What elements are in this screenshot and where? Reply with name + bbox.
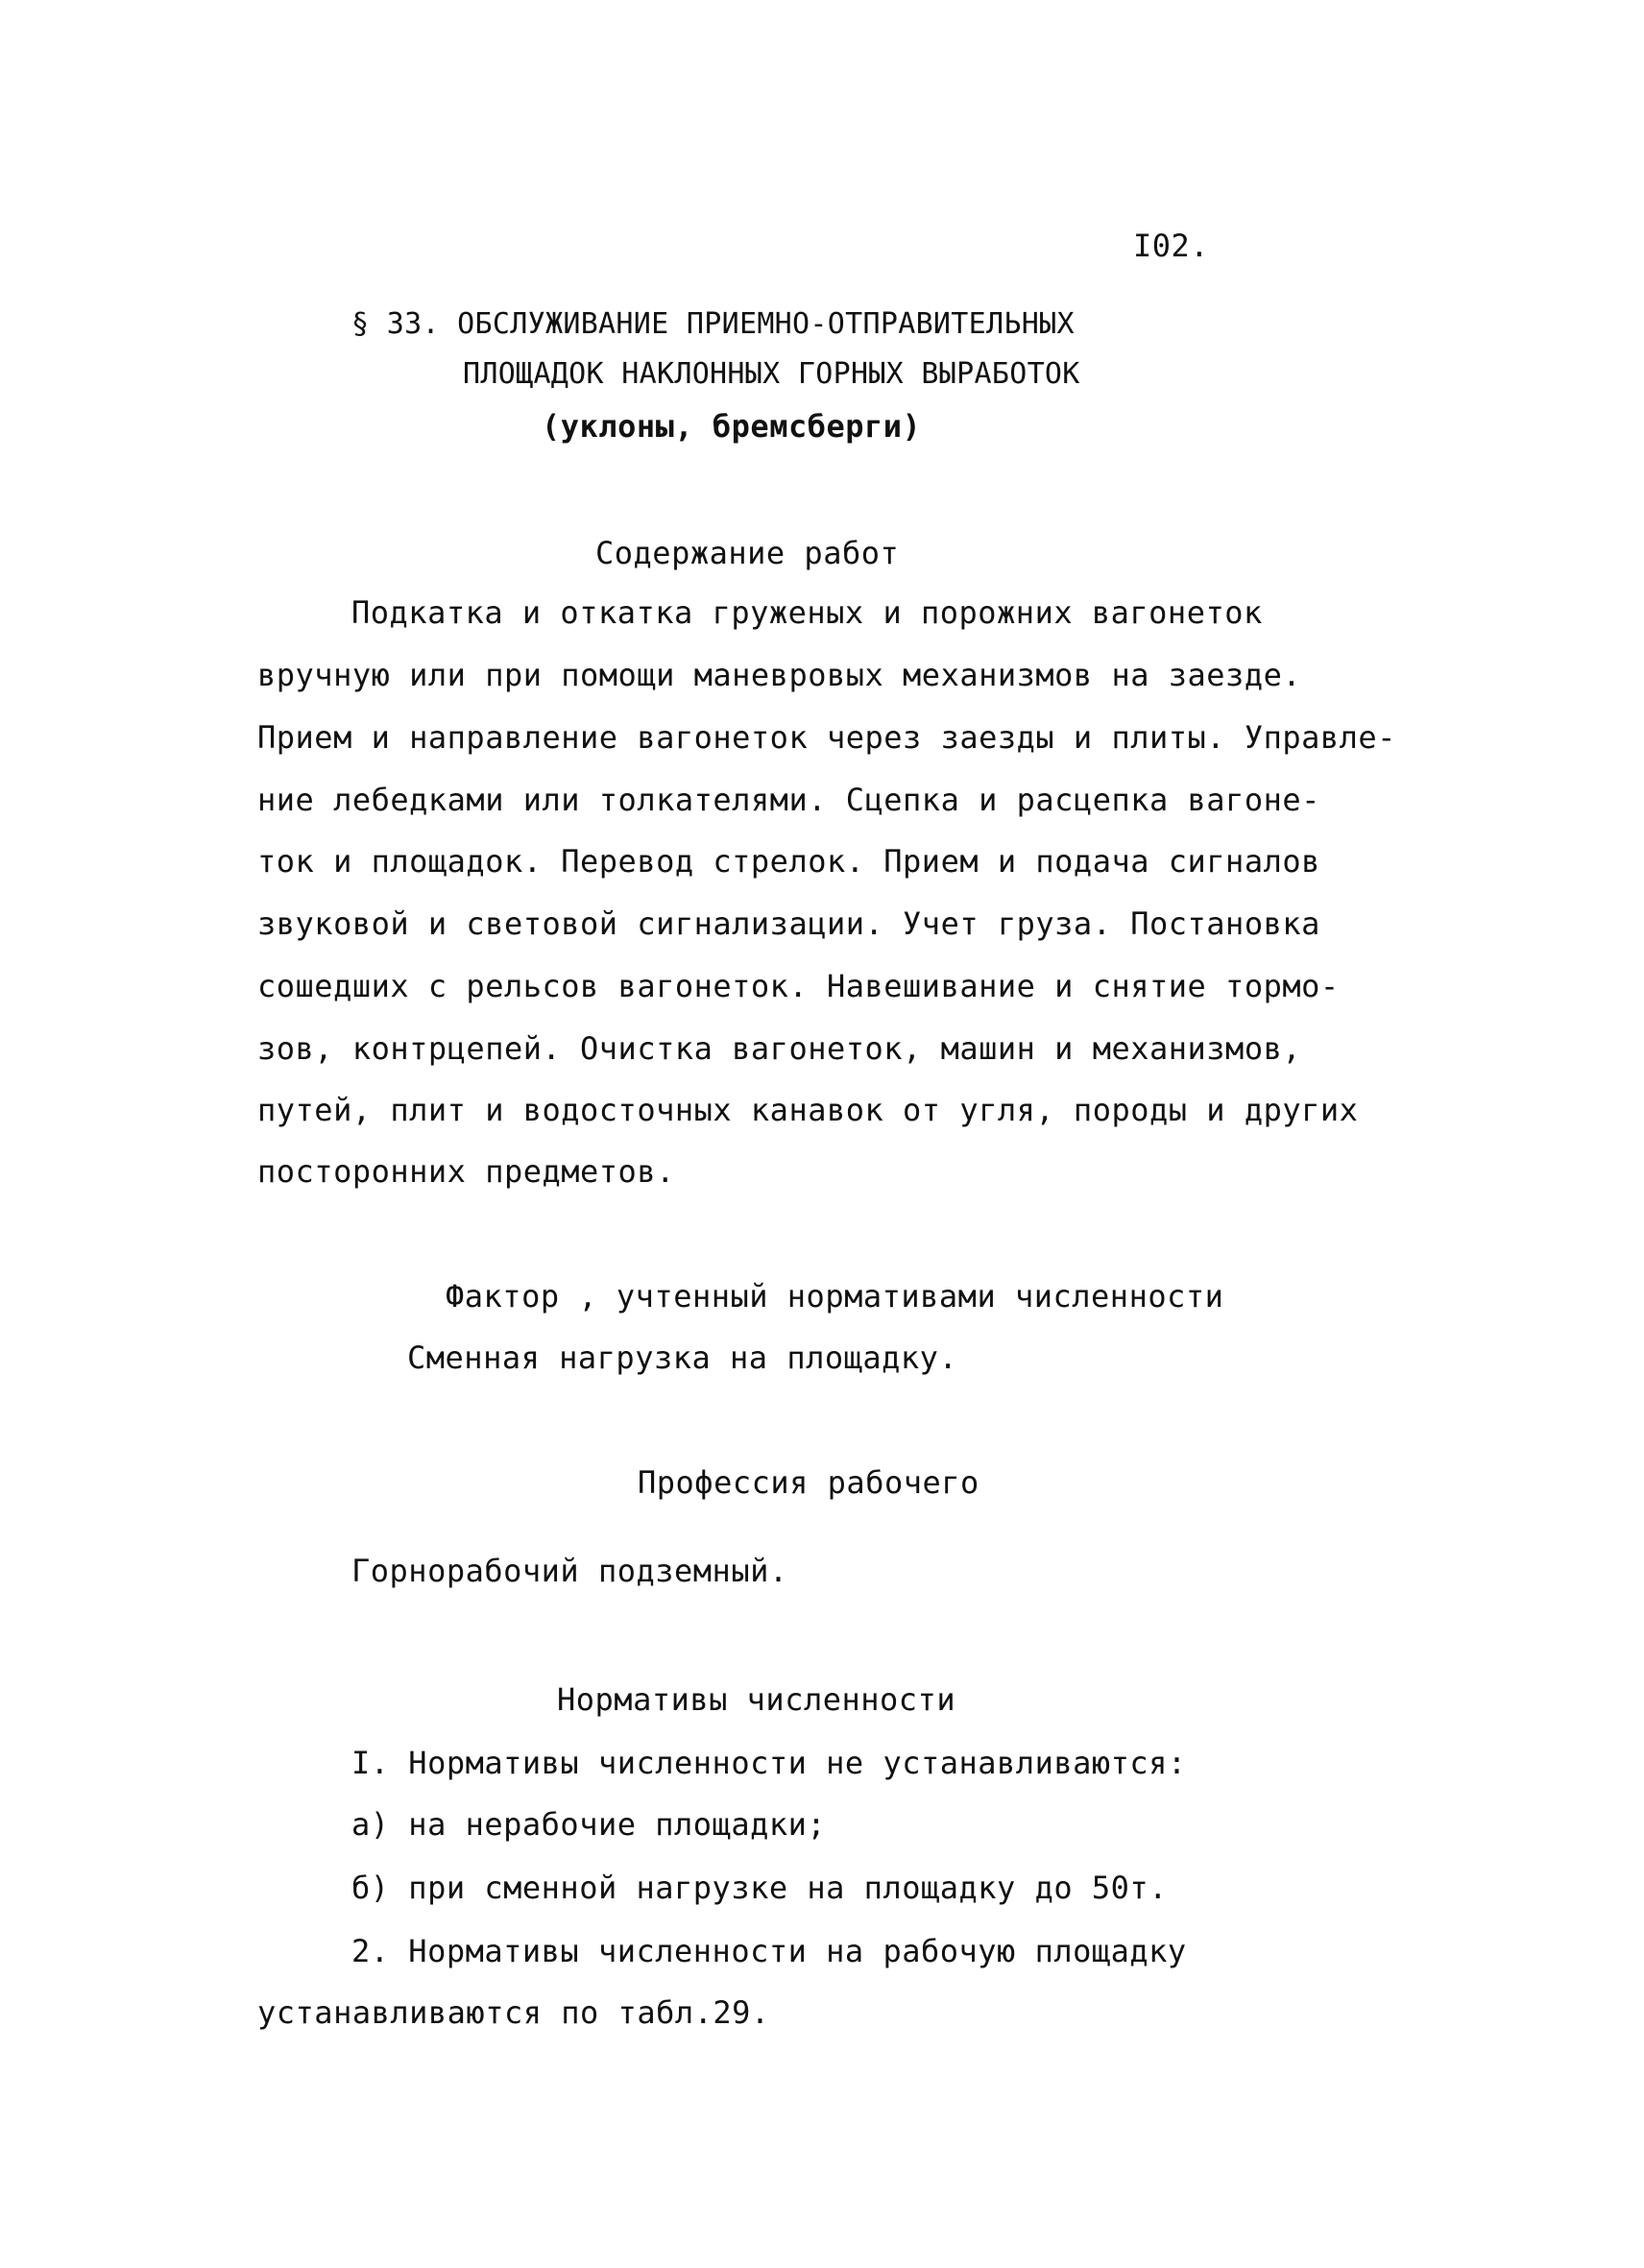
- section-title-line-3: (уклоны, бремсберги): [542, 408, 922, 445]
- norms-item-1b: б) при сменной нагрузке на площадку до 50т.: [351, 1870, 1168, 1906]
- page-number: I02.: [1133, 228, 1210, 264]
- work-content-line: Подкатка и откатка груженых и порожних вагонеток: [351, 594, 1263, 631]
- factor-heading: Фактор , учтенный нормативами численности: [446, 1278, 1224, 1315]
- profession-heading: Профессия рабочего: [638, 1464, 979, 1501]
- work-content-line: зов, контрцепей. Очистка вагонеток, машин и механизмов,: [257, 1030, 1302, 1067]
- norms-heading: Нормативы численности: [557, 1681, 956, 1718]
- factor-text: Сменная нагрузка на площадку.: [407, 1339, 958, 1376]
- profession-text: Горнорабочий подземный.: [351, 1553, 788, 1589]
- norms-item-2: 2. Нормативы численности на рабочую площадку: [351, 1933, 1187, 1969]
- work-content-line: путей, плит и водосточных канавок от угля, породы и других: [257, 1092, 1359, 1128]
- work-content-line: ние лебедками или толкателями. Сцепка и расцепка вагоне-: [257, 782, 1320, 818]
- section-title-line-2: ПЛОЩАДОК НАКЛОННЫХ ГОРНЫХ ВЫРАБОТОК: [463, 357, 1080, 391]
- section-title-line-1: § 33. ОБСЛУЖИВАНИЕ ПРИЕМНО-ОТПРАВИТЕЛЬНЫХ: [351, 307, 1075, 341]
- work-content-line: ток и площадок. Перевод стрелок. Прием и подача сигналов: [257, 843, 1320, 880]
- work-content-heading: Содержание работ: [595, 535, 900, 571]
- work-content-line: посторонних предметов.: [257, 1153, 675, 1190]
- norms-item-2-continuation: устанавливаются по табл.29.: [257, 1994, 770, 2031]
- work-content-line: сошедших с рельсов вагонеток. Навешивание и снятие тормо-: [257, 968, 1340, 1004]
- work-content-line: звуковой и световой сигнализации. Учет груза. Постановка: [257, 905, 1320, 942]
- norms-item-1: I. Нормативы численности не устанавливаются:: [351, 1745, 1187, 1781]
- norms-item-1a: а) на нерабочие площадки;: [351, 1806, 827, 1843]
- work-content-line: Прием и направление вагонеток через заезды и плиты. Управле-: [257, 719, 1396, 756]
- work-content-line: вручную или при помощи маневровых механизмов на заезде.: [257, 657, 1302, 693]
